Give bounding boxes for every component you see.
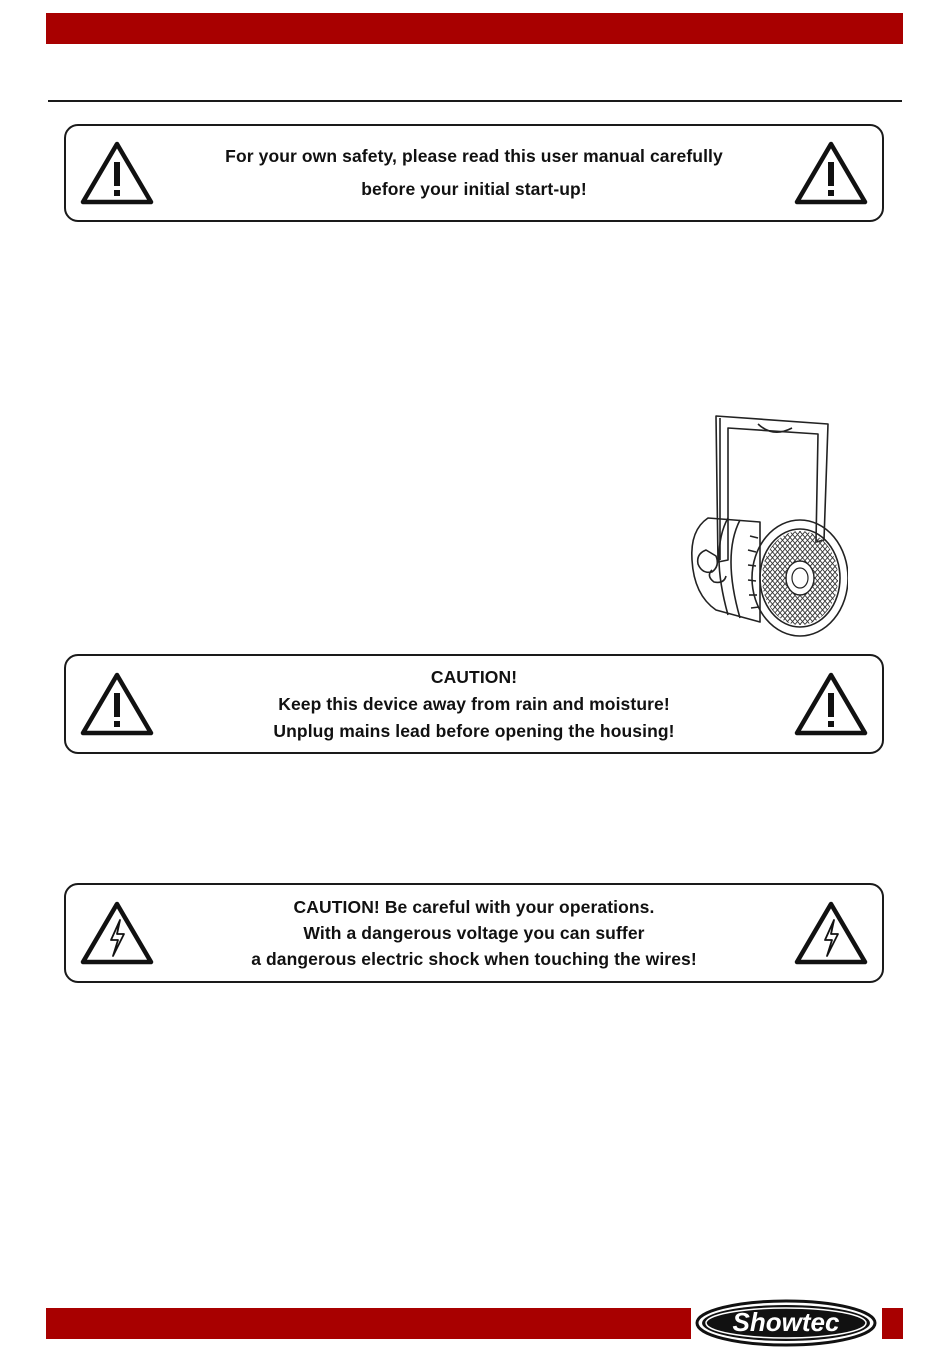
warning-line: a dangerous electric shock when touching the wires!: [251, 949, 697, 969]
warning-exclamation-icon: [80, 671, 154, 737]
warning-line: CAUTION!: [430, 666, 518, 687]
high-voltage-icon: [794, 900, 868, 966]
warning-line: CAUTION! Be careful with your operations.: [293, 897, 655, 917]
par-light-fixture-illustration: [688, 410, 848, 642]
showtec-logo: [694, 1298, 878, 1348]
warning-exclamation-icon: [80, 140, 154, 206]
footer-bar: [46, 1308, 691, 1339]
warning-line: before your initial start-up!: [361, 179, 587, 199]
moisture-warning-text: [176, 656, 772, 752]
safety-warning-box: [64, 124, 884, 222]
warning-line: For your own safety, please read this user manual carefully: [225, 146, 723, 166]
warning-line: Unplug mains lead before opening the housing!: [273, 720, 675, 741]
warning-exclamation-icon: [794, 671, 868, 737]
header-bar: [46, 13, 903, 44]
warning-exclamation-icon: [794, 140, 868, 206]
warning-line: With a dangerous voltage you can suffer: [303, 923, 645, 943]
voltage-warning-text: [176, 885, 772, 981]
header-rule: [48, 100, 902, 102]
voltage-warning-box: [64, 883, 884, 983]
logo-text: Showtec: [732, 1307, 840, 1337]
footer-bar-end: [882, 1308, 903, 1339]
warning-line: Keep this device away from rain and moisture!: [278, 693, 670, 714]
high-voltage-icon: [80, 900, 154, 966]
moisture-warning-box: [64, 654, 884, 754]
safety-warning-text: [176, 126, 772, 220]
